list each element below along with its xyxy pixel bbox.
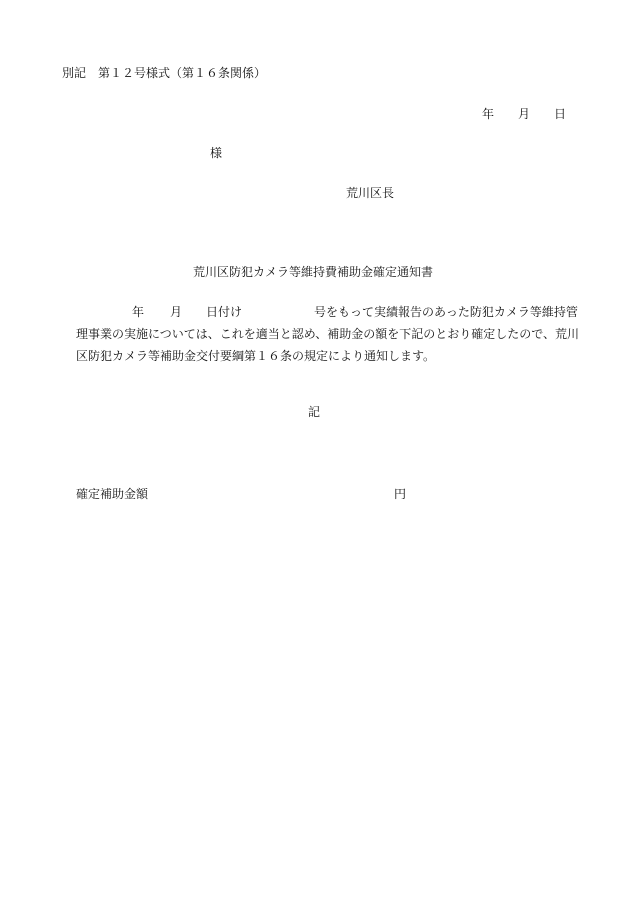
document-title: 荒川区防犯カメラ等維持費補助金確定通知書 — [193, 265, 434, 279]
body-line-1 — [132, 306, 578, 318]
form-number-label: 別記 第１２号様式（第１６条関係） — [62, 66, 267, 80]
issue-date — [482, 108, 566, 120]
body-line-3: 区防犯カメラ等補助金交付要綱第１６条の規定により通知します。 — [76, 349, 436, 363]
addressee-honorific: 様 — [210, 146, 223, 160]
date-day-label: 日 — [554, 107, 567, 121]
confirmed-amount-label: 確定補助金額 — [76, 487, 149, 501]
body-line-1-text: 号をもって実績報告のあった防犯カメラ等維持管 — [314, 305, 578, 319]
date-month-label: 月 — [518, 107, 531, 121]
date-year-label: 年 — [482, 107, 495, 121]
body-line-2: 理事業の実施については、これを適当と認め、補助金の額を下記のとおり確定したので、荒川 — [76, 327, 580, 341]
body-month-label: 月 — [170, 305, 183, 319]
ki-heading: 記 — [308, 405, 321, 419]
amount-unit: 円 — [394, 487, 407, 501]
issuer-name: 荒川区長 — [346, 186, 395, 200]
body-day-label: 日付け — [206, 305, 243, 319]
body-year-label: 年 — [132, 305, 145, 319]
